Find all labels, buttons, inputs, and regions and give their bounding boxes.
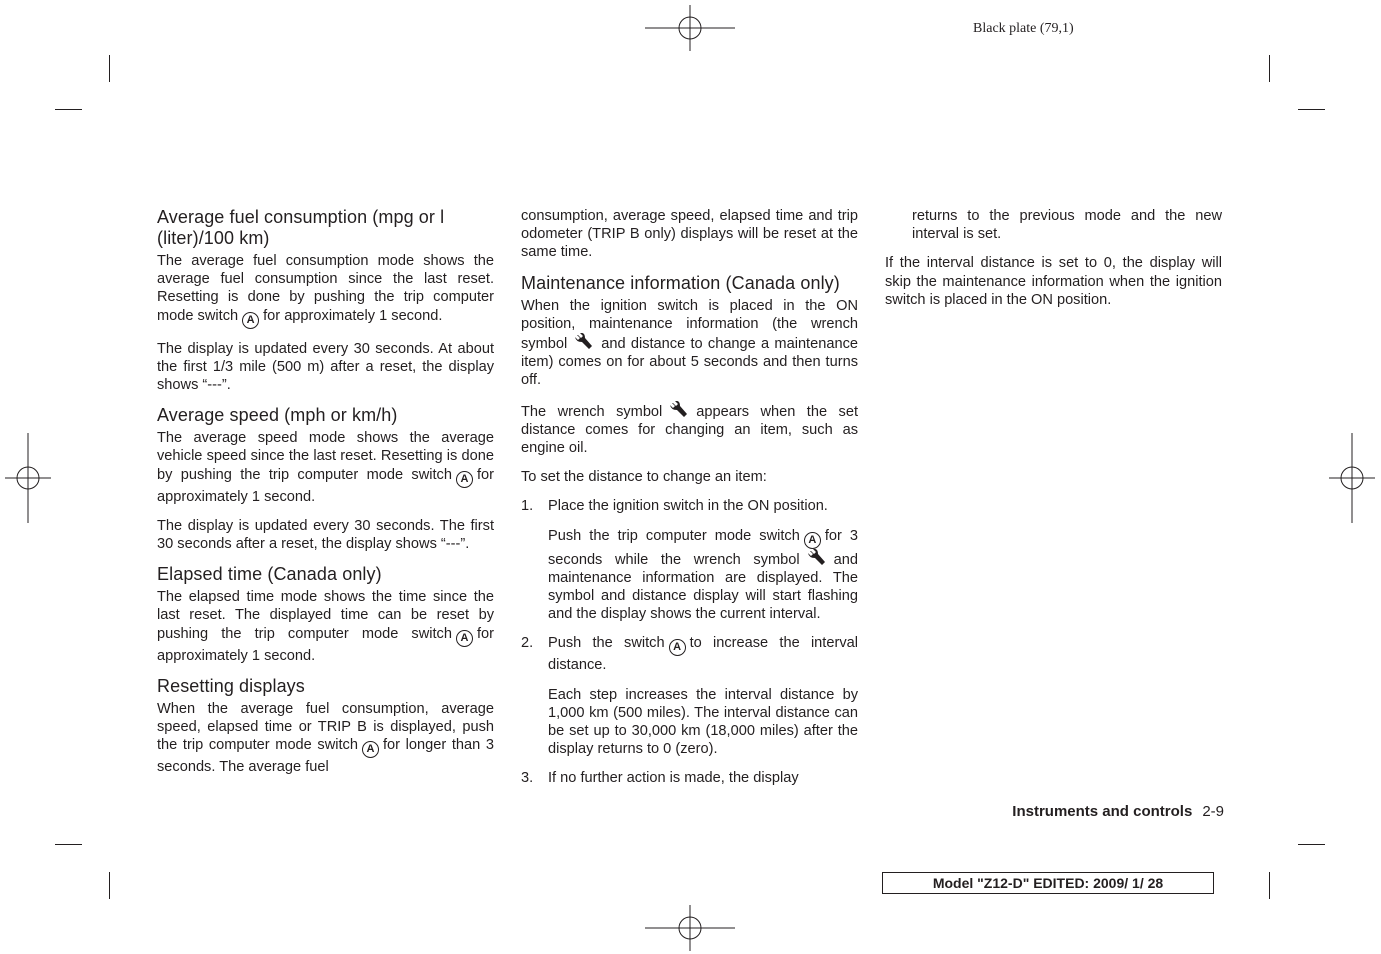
crop-mark: [109, 55, 110, 82]
paragraph-average-speed: The average speed mode shows the average vehicle speed since the last reset. Resetting is done by pushing the trip computer mode switch A for approximately 1 second.: [157, 430, 494, 505]
heading-maintenance: Maintenance information (Canada only): [521, 272, 840, 293]
circled-a-icon: A: [669, 639, 686, 656]
paragraph-to-set: To set the distance to change an item:: [521, 469, 767, 486]
heading-average-fuel: Average fuel consumption (mpg or l (liter)/100 km): [157, 207, 445, 248]
column-1: [157, 207, 494, 787]
paragraph-display-update-2: The display is updated every 30 seconds. The first 30 seconds after a reset, the display shows “---”.: [157, 517, 494, 553]
crop-mark: [55, 844, 82, 845]
step-number: 1.: [521, 498, 534, 515]
circled-a-icon: A: [242, 312, 259, 329]
crop-mark: [55, 109, 82, 110]
wrench-icon: [808, 549, 826, 567]
list-item: [521, 769, 858, 787]
step-text: Push the switch A to increase the interval distance.: [548, 635, 858, 674]
plate-label: Black plate (79,1): [973, 21, 1074, 36]
step-text: If no further action is made, the display: [548, 770, 799, 787]
crop-mark: [1269, 55, 1270, 82]
step-number: 3.: [521, 770, 534, 787]
crop-mark: [1298, 844, 1325, 845]
paragraph-interval-zero: If the interval distance is set to 0, the display will skip the maintenance information when the ignition switch is placed in the ON position.: [885, 255, 1222, 308]
page-footer: [980, 803, 1224, 820]
heading-resetting-displays: Resetting displays: [157, 675, 305, 696]
column-3: [885, 207, 1222, 320]
step-2-detail: Each step increases the interval distance by 1,000 km (500 miles). The interval distance can be set up to 30,000 km (18,000 miles) after the display returns to 0 (zero).: [548, 686, 858, 758]
step-1-detail: Push the trip computer mode switch A for 3 seconds while the wrench symbol and maintenance information are displayed. The symbol and distance display will start flashing and the display shows the current interval.: [548, 527, 858, 623]
circled-a-icon: A: [456, 630, 473, 647]
wrench-icon: [670, 401, 688, 419]
paragraph-resetting: When the average fuel consumption, average speed, elapsed time or TRIP B is displayed, push the trip computer mode switch A for longer than 3 seconds. The average fuel: [157, 700, 494, 776]
paragraph-elapsed-time: The elapsed time mode shows the time since the last reset. The displayed time can be reset by pushing the trip computer mode switch A for approximately 1 second.: [157, 589, 494, 664]
crop-mark: [109, 872, 110, 899]
paragraph-continued: consumption, average speed, elapsed time and trip odometer (TRIP B only) displays will be reset at the same time.: [521, 208, 858, 261]
circled-a-icon: A: [804, 532, 821, 549]
heading-average-speed: Average speed (mph or km/h): [157, 405, 398, 426]
registration-mark-icon: [645, 905, 735, 951]
page-number: 2-9: [1202, 803, 1224, 820]
crop-mark: [1269, 872, 1270, 899]
list-item: [521, 634, 858, 674]
column-2: [521, 207, 858, 799]
wrench-icon: [575, 333, 593, 351]
registration-mark-icon: [5, 433, 51, 523]
list-item: [521, 497, 858, 515]
section-title: Instruments and controls: [1012, 803, 1193, 820]
step-number: 2.: [521, 635, 534, 652]
registration-mark-icon: [1329, 433, 1375, 523]
paragraph-maintenance: When the ignition switch is placed in the ON position, maintenance information (the wrench symbol and distance to change a maintenance item) comes on for about 5 seconds and then turns off.: [521, 297, 858, 389]
paragraph-average-fuel: The average fuel consumption mode shows the average fuel consumption since the last reset. Resetting is done by pushing the trip computer mode switch A for approximately 1 second.: [157, 252, 494, 329]
circled-a-icon: A: [456, 471, 473, 488]
paragraph-display-update-1: The display is updated every 30 seconds. At about the first 1/3 mile (500 m) after a reset, the display shows “---”.: [157, 340, 494, 394]
model-edited-box: Model "Z12-D" EDITED: 2009/ 1/ 28: [882, 872, 1214, 894]
registration-mark-icon: [645, 5, 735, 51]
crop-mark: [1298, 109, 1325, 110]
circled-a-icon: A: [362, 741, 379, 758]
paragraph-continued: returns to the previous mode and the new interval is set.: [912, 208, 1222, 243]
heading-elapsed-time: Elapsed time (Canada only): [157, 564, 382, 585]
paragraph-wrench-symbol: The wrench symbol appears when the set distance comes for changing an item, such as engine oil.: [521, 401, 858, 458]
step-text: Place the ignition switch in the ON position.: [548, 498, 828, 515]
